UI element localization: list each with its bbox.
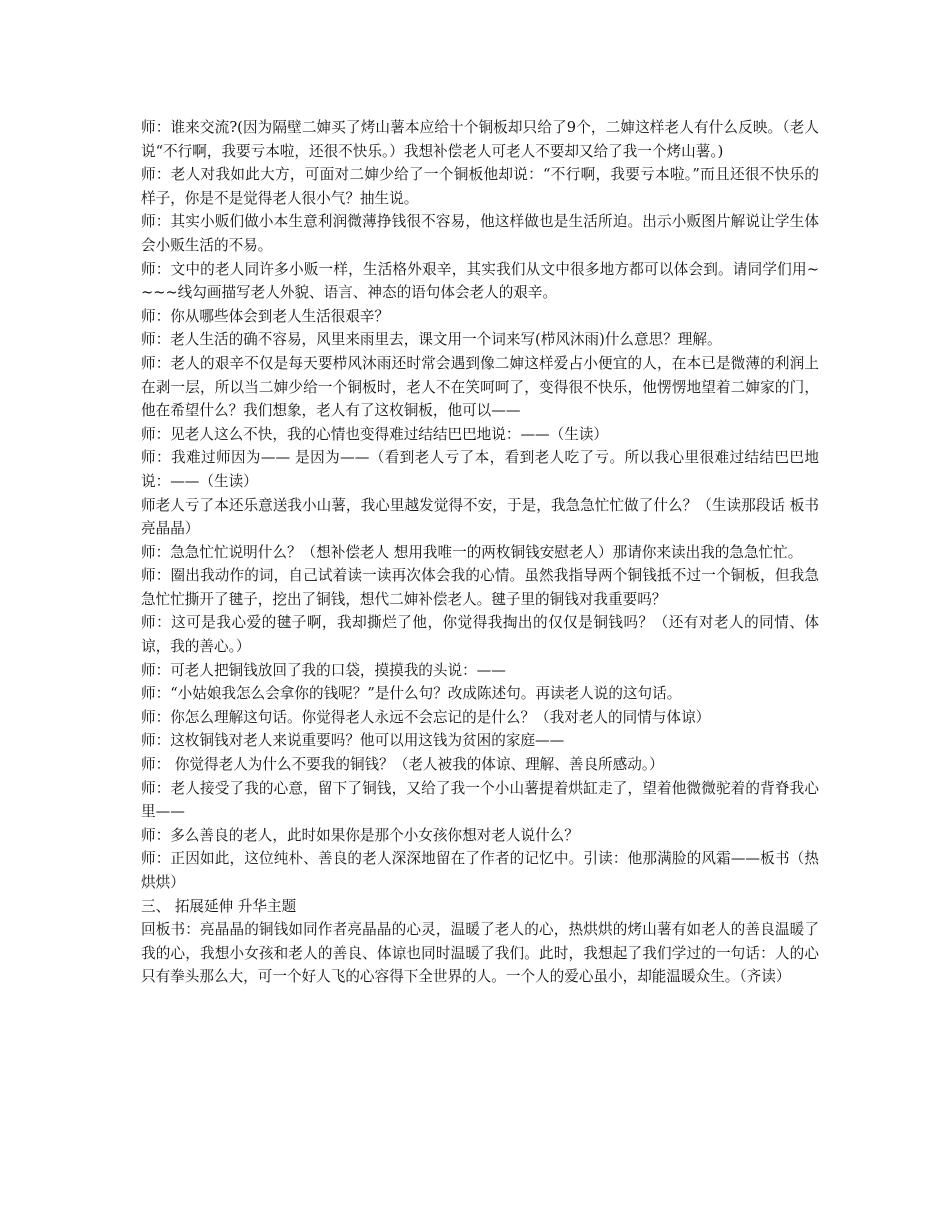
paragraph-teacher-ask-exchange: 师：谁来交流?(因为隔壁二婶买了烤山薯本应给十个铜板却只给了9个，二婶这样老人有什么反映。（老人说“不行啊，我要亏本啦，还很不快乐。）我想补偿老人可老人不要却又给了我一个烤山薯。)	[141, 119, 819, 160]
paragraph-accepted-kindness: 师：老人接受了我的心意，留下了铜钱，又给了我一个小山薯提着烘缸走了，望着他微微驼着的背脊我心里——	[141, 779, 819, 821]
paragraph-never-forget: 师：你怎么理解这句话。你觉得老人永远不会忘记的是什么？（我对老人的同情与体谅）	[141, 708, 711, 726]
paragraph-coin-importance: 师：这枚铜钱对老人来说重要吗？他可以用这钱为贫困的家庭——	[141, 732, 565, 750]
paragraph-thin-profit: 师：老人的艰辛不仅是每天要栉风沐雨还时常会遇到像二婶这样爱占小便宜的人，在本已是微薄的利润上在剥一层，所以当二婶少给一个铜板时，老人不在笑呵呵了，变得很不快乐，他愣愣地望着二婶家的门，他在希望什么？我们想象，老人有了这枚铜板，他可以——	[141, 354, 819, 420]
paragraph-lead-reading: 师：正因如此，这位纯朴、善良的老人深深地留在了作者的记忆中。引读：他那满脸的风霜——板书（热烘烘）	[141, 850, 819, 891]
paragraph-old-man-generous: 师：老人对我如此大方，可面对二婶少给了一个铜板他却说：“不行啊，我要亏本啦。”而且还很不快乐的样子，你是不是觉得老人很小气？抽生说。	[141, 166, 819, 207]
paragraph-circle-verbs: 师：圈出我动作的词，自己试着读一读再次体会我的心情。虽然我指导两个铜钱抵不过一个铜板，但我急急忙忙撕开了毽子，挖出了铜钱，想代二婶补偿老人。毽子里的铜钱对我重要吗？	[141, 567, 819, 608]
paragraph-hurry-meaning: 师：急急忙忙说明什么？（想补偿老人 想用我唯一的两枚铜钱安慰老人）那请你来读出我的急急忙忙。	[141, 543, 803, 561]
paragraph-sad-because: 师：我难过师因为—— 是因为——（看到老人亏了本，看到老人吃了亏。所以我心里很难过结结巴巴地说：——（生读）	[141, 449, 819, 490]
paragraph-rhetorical-question: 师：“小姑娘我怎么会拿你的钱呢？”是什么句？改成陈述句。再读老人说的这句话。	[141, 685, 682, 703]
paragraph-board-review: 回板书：亮晶晶的铜钱如同作者亮晶晶的心灵，温暖了老人的心，热烘烘的烤山薯有如老人的善良温暖了我的心，我想小女孩和老人的善良、体谅也同时温暖了我们。此时，我想起了我们学过的一句话：人的心只有拳头那么大，可一个好人飞的心容得下全世界的人。一个人的爱心虽小，却能温暖众生。（齐读）	[141, 921, 819, 986]
paragraph-stammer-read: 师：见老人这么不快，我的心情也变得难过结结巴巴地说：——（生读）	[141, 425, 609, 443]
paragraph-underline-task: 师：文中的老人同许多小贩一样，生活格外艰辛，其实我们从文中很多地方都可以体会到。请同学们用~~~~线勾画描写老人外貌、语言、神态的语句体会老人的艰辛。	[141, 260, 819, 302]
paragraph-uneasy: 师老人亏了本还乐意送我小山薯，我心里越发觉得不安，于是，我急急忙忙做了什么？（生读那段话 板书 亮晶晶）	[141, 496, 819, 538]
paragraph-say-to-old-man: 师：多么善良的老人，此时如果你是那个小女孩你想对老人说什么？	[141, 826, 579, 844]
document-page	[141, 116, 819, 989]
section-heading-extension: 三、 拓展延伸 升华主题	[141, 897, 297, 915]
paragraph-why-refuse: 师： 你觉得老人为什么不要我的铜钱？（老人被我的体谅、理解、善良所感动。）	[141, 756, 664, 774]
paragraph-wind-rain: 师：老人生活的确不容易，风里来雨里去，课文用一个词来写(栉风沐雨)什么意思？理解。	[141, 331, 722, 349]
paragraph-beloved-shuttlecock: 师：这可是我心爱的毽子啊，我却撕烂了他，你觉得我掏出的仅仅是铜钱吗？（还有对老人的同情、体谅，我的善心。）	[141, 614, 819, 656]
paragraph-question-hardship: 师：你从哪些体会到老人生活很艰辛？	[141, 307, 390, 325]
paragraph-vendor-hardship: 师：其实小贩们做小本生意利润微薄挣钱很不容易，他这样做也是生活所迫。出示小贩图片解说让学生体会小贩生活的不易。	[141, 213, 819, 254]
paragraph-coins-returned: 师：可老人把铜钱放回了我的口袋，摸摸我的头说：——	[141, 661, 506, 679]
